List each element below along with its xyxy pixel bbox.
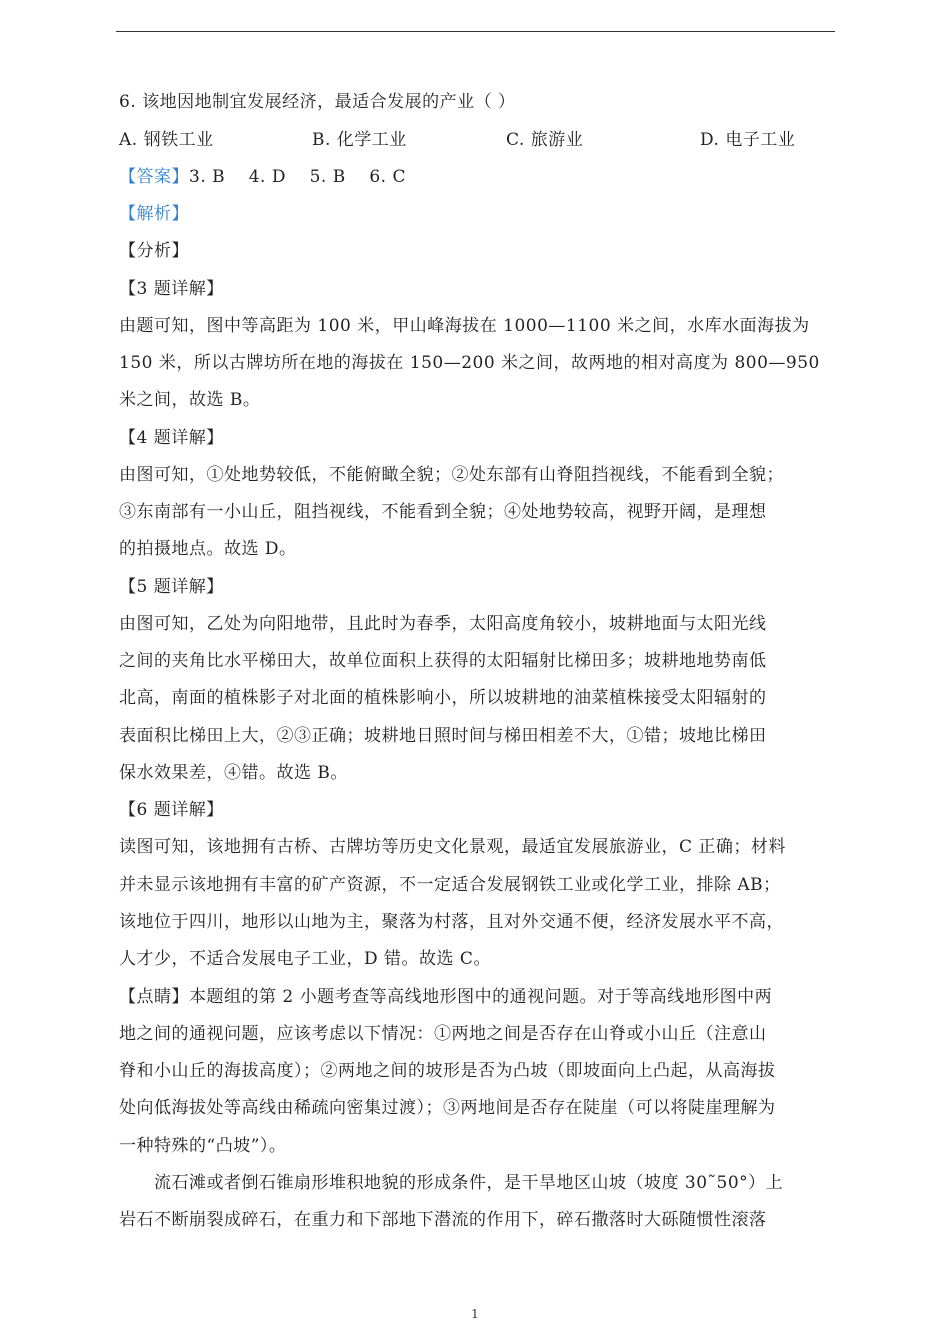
- dianjing-line-4: 处向低海拔处等高线由稀疏向密集过渡）；③两地间是否存在陡崖（可以将陡崖理解为: [119, 1098, 776, 1118]
- dianjing-line-3: 脊和小山丘的海拔高度）；②两地之间的坡形是否为凸坡（即坡面向上凸起，从高海拔: [119, 1061, 776, 1081]
- q5-line-3: 北高，南面的植株影子对北面的植株影响小，所以坡耕地的油菜植株接受太阳辐射的: [119, 688, 767, 708]
- q4-line-3: 的拍摄地点。故选 D。: [119, 539, 297, 559]
- q3-line-3: 米之间，故选 B。: [119, 390, 261, 410]
- q3-line-2: 150 米，所以古牌坊所在地的海拔在 150—200 米之间，故两地的相对高度为 800—950: [119, 353, 820, 373]
- q4-title: 【4 题详解】: [119, 428, 224, 448]
- dianjing-line-5: 一种特殊的“凸坡”）。: [119, 1136, 287, 1156]
- q5-line-1: 由图可知，乙处为向阳地带，且此时为春季，太阳高度角较小，坡耕地面与太阳光线: [119, 614, 767, 634]
- q3-line-1: 由题可知，图中等高距为 100 米，甲山峰海拔在 1000—1100 米之间，水库水面海拔为: [119, 316, 810, 336]
- q5-line-4: 表面积比梯田上大，②③正确；坡耕地日照时间与梯田相差不大，①错；坡地比梯田: [119, 726, 767, 746]
- q5-line-5: 保水效果差，④错。故选 B。: [119, 763, 348, 783]
- q4-line-2: ③东南部有一小山丘，阻挡视线，不能看到全貌；④处地势较高，视野开阔，是理想: [119, 502, 767, 522]
- q3-title: 【3 题详解】: [119, 279, 224, 299]
- dianjing-line-1: 【点睛】本题组的第 2 小题考查等高线地形图中的通视问题。对于等高线地形图中两: [119, 987, 773, 1007]
- q5-line-2: 之间的夹角比水平梯田大，故单位面积上获得的太阳辐射比梯田多；坡耕地地势南低: [119, 651, 767, 671]
- q6-line-1: 读图可知，该地拥有古桥、古牌坊等历史文化景观，最适宜发展旅游业，C 正确；材料: [119, 837, 786, 857]
- q6-title: 【6 题详解】: [119, 800, 224, 820]
- passage-line-1: 流石滩或者倒石锥扇形堆积地貌的形成条件，是干旱地区山坡（坡度 30˜50°）上: [119, 1173, 784, 1193]
- fenxi-label: 【分析】: [119, 241, 189, 261]
- q4-line-1: 由图可知，①处地势较低，不能俯瞰全貌；②处东部有山脊阻挡视线，不能看到全貌；: [119, 465, 784, 485]
- question-6-stem: 6. 该地因地制宜发展经济，最适合发展的产业（ ）: [119, 92, 516, 112]
- q6-line-2: 并未显示该地拥有丰富的矿产资源，不一定适合发展钢铁工业或化学工业，排除 AB；: [119, 875, 781, 895]
- option-a: A. 钢铁工业: [119, 130, 214, 150]
- q5-title: 【5 题详解】: [119, 577, 224, 597]
- dianjing-line-2: 地之间的通视问题，应该考虑以下情况：①两地之间是否存在山脊或小山丘（注意山: [119, 1024, 767, 1044]
- answer-line: [119, 167, 406, 187]
- option-c: C. 旅游业: [506, 130, 584, 150]
- q6-line-3: 该地位于四川，地形以山地为主，聚落为村落，且对外交通不便，经济发展水平不高，: [119, 912, 784, 932]
- answer-values: 3. B 4. D 5. B 6. C: [189, 167, 406, 187]
- option-d: D. 电子工业: [700, 130, 796, 150]
- passage-line-2: 岩石不断崩裂成碎石，在重力和下部地下潜流的作用下，碎石撒落时大砾随惯性滚落: [119, 1210, 767, 1230]
- page-number: 1: [471, 1307, 479, 1321]
- analysis-label: 【解析】: [119, 204, 189, 224]
- answer-label: 【答案】: [119, 167, 189, 187]
- q6-line-4: 人才少，不适合发展电子工业，D 错。故选 C。: [119, 949, 491, 969]
- header-rule: [116, 31, 835, 32]
- option-b: B. 化学工业: [312, 130, 407, 150]
